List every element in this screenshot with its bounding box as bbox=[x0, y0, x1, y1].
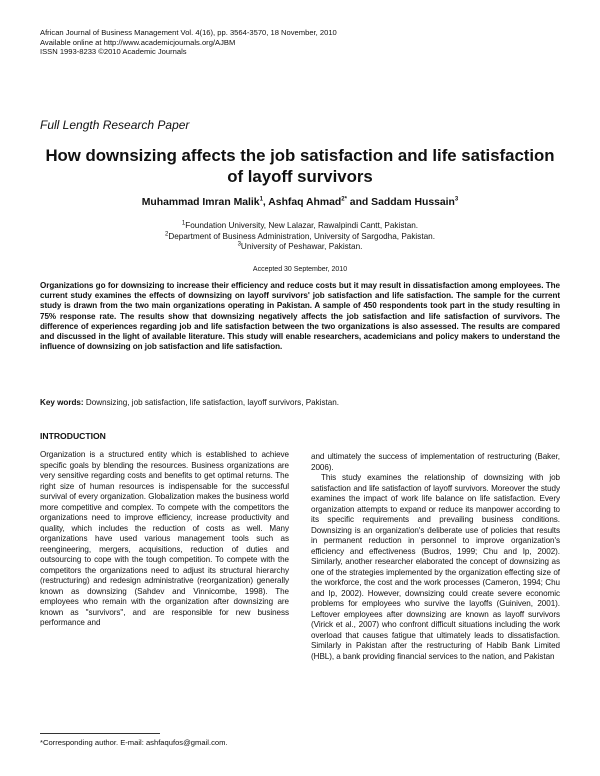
affiliation-text: Foundation University, New Lalazar, Rawalpindi Cantt, Pakistan. bbox=[185, 221, 419, 230]
affiliation-mark: 1 bbox=[181, 220, 186, 227]
affiliation-text: Department of Business Administration, University of Sargodha, Pakistan. bbox=[168, 231, 436, 241]
author-separator: and bbox=[346, 197, 372, 208]
keywords-label: Key words: bbox=[40, 398, 84, 407]
section-heading: INTRODUCTION bbox=[40, 431, 106, 441]
affiliation-text: University of Peshawar, Pakistan. bbox=[240, 242, 363, 252]
journal-issn: ISSN 1993-8233 ©2010 Academic Journals bbox=[40, 47, 187, 57]
corresponding-author-footnote: *Corresponding author. E-mail: ashfaqufos@gmail.com. bbox=[40, 738, 228, 747]
keywords bbox=[40, 398, 560, 407]
accepted-date: Accepted 30 September, 2010 bbox=[252, 266, 348, 273]
body-column-right bbox=[311, 452, 560, 662]
author-affiliation-mark: 1 bbox=[259, 196, 263, 203]
body-paragraph: This study examines the relationship of downsizing with job satisfaction and life satisfaction of layoff survivors. Moreover the study examines the impact of work life balance on life satisfaction. Every organization attempts to expand or reduce its manpower according to its specific requirements and prevailing business conditions. Downsizing is an organization's deliberate use of policies that results in permanent reduction in personnel to improve organization's efficiency and effectiveness (Budros, 1999; Chu and Ip, 2002). Similarly, another researcher elaborated the concept of downsizing as one of the strategies implemented by the organization effecting size of the workforce, the cost and the work processes (Cameron, 1994; Chu and Ip, 2002). However, downsizing could create severe economic problems for employees who survive the layoffs (Guiniven, 2001). Leftover employees after downsizing are known as layoff survivors (Virick et al., 2007) who confront difficult situations including the work overload that causes fatigue that ultimately leads to dissatisfaction. Similarly in Pakistan after the restructuring of Habib Bank Limited (HBL), a bank providing financial services to the nation, and Pakistan bbox=[311, 473, 560, 661]
affiliation-mark: 3 bbox=[237, 241, 241, 248]
body-paragraph: and ultimately the success of implementation of restructuring (Baker, 2006). bbox=[311, 452, 560, 472]
author-affiliation-mark: 3 bbox=[454, 196, 459, 203]
author-name: Saddam Hussain bbox=[371, 197, 455, 208]
affiliation bbox=[40, 221, 560, 232]
author-affiliation-mark: 2* bbox=[341, 196, 347, 203]
affiliation-list bbox=[40, 221, 560, 253]
abstract: Organizations go for downsizing to increase their efficiency and reduce costs but it may result in dissatisfaction among employees. The current study examines the effects of downsizing on layoff survivors' job satisfaction and life satisfaction. The sample for the current study is drawn from the two main organizations operating in Pakistan. A sample of 450 respondents took part in the study resulting in 75% response rate. The results show that downsizing negatively affects the job satisfaction and life satisfaction of survivors. The difference of experiences regarding job and life satisfaction between the two organizations is also assessed. The results are compared and discussed in the light of available literature. This study will enable researchers, academicians and policy makers to understand the influence of downsizing on job satisfaction and life satisfaction. bbox=[40, 281, 560, 352]
paper-title: How downsizing affects the job satisfaction and life satisfaction of layoff survivors bbox=[45, 146, 555, 186]
affiliation bbox=[40, 242, 560, 253]
author-name: Ashfaq Ahmad bbox=[268, 197, 342, 208]
author-name: Muhammad Imran Malik bbox=[141, 197, 260, 208]
body-column-left bbox=[40, 450, 289, 629]
journal-citation: African Journal of Business Management Vol. 4(16), pp. 3564-3570, 18 November, 2010 bbox=[40, 28, 337, 37]
journal-header bbox=[40, 28, 560, 57]
keywords-text: Downsizing, job satisfaction, life satisfaction, layoff survivors, Pakistan. bbox=[85, 398, 340, 407]
affiliation bbox=[40, 232, 560, 243]
affiliation-mark: 2 bbox=[164, 230, 169, 237]
body-paragraph: Organization is a structured entity which is established to achieve specific goals by blending the resources. Business organizations are very sensitive regarding costs and benefits to get optimal returns. The right size of human resources is indispensable for the successful survival of every organization. Globalization makes the business world more competitive and complex. To compete with the competitors the organizations need to improve efficiency, increase productivity and quality, which includes the reduction of costs as well. Many organizations have used various management tools such as reengineering, mergers, acquisitions, reduction of duties and outsourcing to cope with the tough competition. To compete with the competitors the organizations need to adjust its structural hierarchy (restructuring) and redesign administrative (reorganization) generally known as downsizing (Sahdev and Vinnicombe, 1998). The employees who remain with the organization after downsizing are known as "survivors", and are responsible for new business performance and bbox=[40, 450, 289, 627]
footnote-divider bbox=[40, 733, 160, 734]
author-separator: , bbox=[262, 197, 269, 208]
author-list bbox=[40, 197, 560, 208]
paper-type: Full Length Research Paper bbox=[40, 118, 190, 132]
journal-online-url: Available online at http://www.academicjournals.org/AJBM bbox=[40, 37, 236, 47]
